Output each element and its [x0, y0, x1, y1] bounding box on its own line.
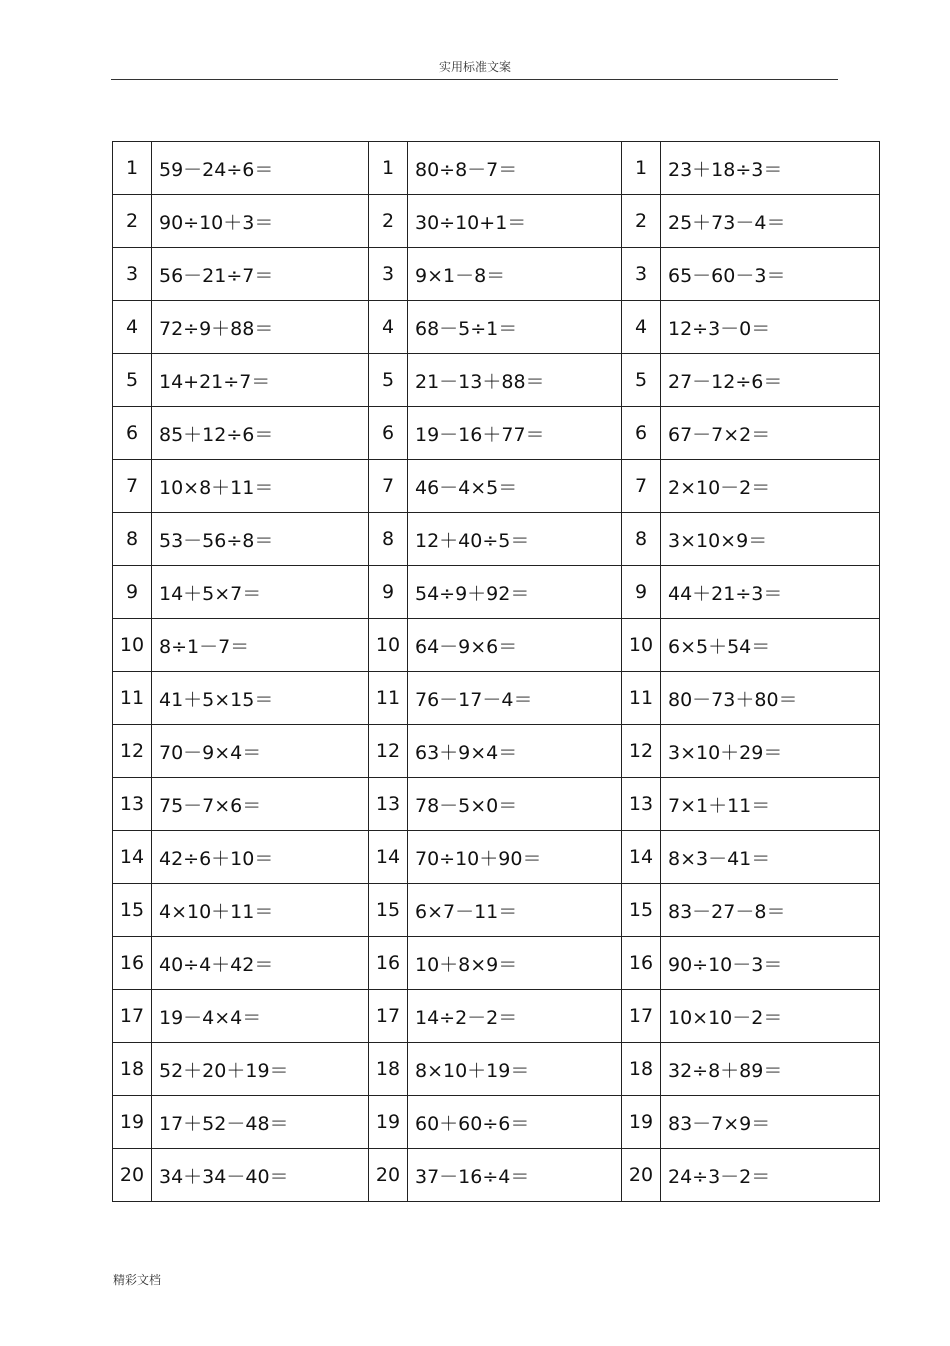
problem-expression: 12÷3－0＝ [661, 301, 880, 354]
problem-expression: 76－17－4＝ [408, 672, 622, 725]
problem-number: 3 [113, 248, 152, 301]
problem-number: 13 [622, 778, 661, 831]
table-row [113, 354, 880, 407]
problem-expression: 80－73＋80＝ [661, 672, 880, 725]
problem-number: 16 [622, 937, 661, 990]
problem-expression: 64－9×6＝ [408, 619, 622, 672]
table-row [113, 301, 880, 354]
table-row [113, 937, 880, 990]
problem-number: 18 [622, 1043, 661, 1096]
problem-expression: 7×1＋11＝ [661, 778, 880, 831]
problem-number: 19 [369, 1096, 408, 1149]
problem-number: 14 [622, 831, 661, 884]
problem-expression: 68－5÷1＝ [408, 301, 622, 354]
problem-expression: 8×10＋19＝ [408, 1043, 622, 1096]
problem-expression: 83－7×9＝ [661, 1096, 880, 1149]
problem-number: 14 [113, 831, 152, 884]
problem-rows [113, 142, 880, 1202]
problem-expression: 70÷10＋90＝ [408, 831, 622, 884]
table-row [113, 1043, 880, 1096]
table-row [113, 1096, 880, 1149]
problem-expression: 60＋60÷6＝ [408, 1096, 622, 1149]
problem-expression: 72÷9＋88＝ [152, 301, 369, 354]
problem-number: 20 [622, 1149, 661, 1202]
problem-number: 10 [622, 619, 661, 672]
problem-number: 4 [113, 301, 152, 354]
problem-number: 11 [113, 672, 152, 725]
problem-expression: 3×10＋29＝ [661, 725, 880, 778]
problem-expression: 46－4×5＝ [408, 460, 622, 513]
table-row [113, 513, 880, 566]
problem-number: 3 [369, 248, 408, 301]
problem-expression: 54÷9＋92＝ [408, 566, 622, 619]
problem-number: 17 [113, 990, 152, 1043]
problem-number: 2 [369, 195, 408, 248]
problem-expression: 78－5×0＝ [408, 778, 622, 831]
problem-expression: 67－7×2＝ [661, 407, 880, 460]
problem-number: 13 [369, 778, 408, 831]
problem-number: 15 [622, 884, 661, 937]
problem-number: 16 [369, 937, 408, 990]
problem-expression: 8×3－41＝ [661, 831, 880, 884]
problem-number: 11 [369, 672, 408, 725]
problem-expression: 21－13＋88＝ [408, 354, 622, 407]
problem-number: 6 [622, 407, 661, 460]
problem-expression: 27－12÷6＝ [661, 354, 880, 407]
problem-number: 16 [113, 937, 152, 990]
problem-number: 7 [113, 460, 152, 513]
table-row [113, 725, 880, 778]
problem-number: 11 [622, 672, 661, 725]
problem-expression: 34＋34－40＝ [152, 1149, 369, 1202]
problem-number: 7 [369, 460, 408, 513]
problem-number: 20 [113, 1149, 152, 1202]
problem-expression: 25＋73－4＝ [661, 195, 880, 248]
problem-number: 19 [622, 1096, 661, 1149]
table-row [113, 619, 880, 672]
problem-expression: 52＋20＋19＝ [152, 1043, 369, 1096]
problem-expression: 10＋8×9＝ [408, 937, 622, 990]
page-header: 实用标准文案 [438, 60, 511, 74]
problem-expression: 65－60－3＝ [661, 248, 880, 301]
problem-expression: 53－56÷8＝ [152, 513, 369, 566]
problem-expression: 6×7－11＝ [408, 884, 622, 937]
problem-expression: 14＋5×7＝ [152, 566, 369, 619]
problem-expression: 90÷10－3＝ [661, 937, 880, 990]
problem-number: 3 [622, 248, 661, 301]
table-row [113, 884, 880, 937]
problem-expression: 85＋12÷6＝ [152, 407, 369, 460]
table-row [113, 407, 880, 460]
problem-expression: 32÷8＋89＝ [661, 1043, 880, 1096]
problem-expression: 14÷2－2＝ [408, 990, 622, 1043]
problem-number: 8 [622, 513, 661, 566]
problem-number: 9 [622, 566, 661, 619]
problem-expression: 8÷1－7＝ [152, 619, 369, 672]
problem-number: 12 [622, 725, 661, 778]
problem-number: 12 [113, 725, 152, 778]
problem-number: 6 [369, 407, 408, 460]
problem-expression: 37－16÷4＝ [408, 1149, 622, 1202]
problem-expression: 10×10－2＝ [661, 990, 880, 1043]
problem-number: 17 [369, 990, 408, 1043]
problem-expression: 6×5＋54＝ [661, 619, 880, 672]
problem-number: 12 [369, 725, 408, 778]
problem-expression: 10×8＋11＝ [152, 460, 369, 513]
problem-number: 7 [622, 460, 661, 513]
problem-number: 5 [369, 354, 408, 407]
problem-number: 5 [113, 354, 152, 407]
problem-number: 19 [113, 1096, 152, 1149]
problem-number: 20 [369, 1149, 408, 1202]
problem-expression: 83－27－8＝ [661, 884, 880, 937]
problem-number: 14 [369, 831, 408, 884]
problem-number: 18 [369, 1043, 408, 1096]
problem-expression: 90÷10＋3＝ [152, 195, 369, 248]
problem-number: 10 [113, 619, 152, 672]
problem-number: 4 [622, 301, 661, 354]
problem-expression: 17＋52－48＝ [152, 1096, 369, 1149]
problem-number: 5 [622, 354, 661, 407]
table-row [113, 460, 880, 513]
problem-number: 2 [622, 195, 661, 248]
problem-expression: 14+21÷7＝ [152, 354, 369, 407]
problem-expression: 4×10＋11＝ [152, 884, 369, 937]
problem-expression: 75－7×6＝ [152, 778, 369, 831]
table-row [113, 1149, 880, 1202]
table-row [113, 778, 880, 831]
problem-expression: 63＋9×4＝ [408, 725, 622, 778]
problem-number: 4 [369, 301, 408, 354]
page-footer: 精彩文档 [113, 1273, 162, 1287]
problem-expression: 44＋21÷3＝ [661, 566, 880, 619]
problem-expression: 19－16＋77＝ [408, 407, 622, 460]
table-row [113, 831, 880, 884]
problem-expression: 56－21÷7＝ [152, 248, 369, 301]
problem-expression: 70－9×4＝ [152, 725, 369, 778]
table-row [113, 990, 880, 1043]
problem-expression: 42÷6＋10＝ [152, 831, 369, 884]
problem-expression: 12＋40÷5＝ [408, 513, 622, 566]
problem-number: 15 [113, 884, 152, 937]
problem-expression: 2×10－2＝ [661, 460, 880, 513]
header-rule [111, 79, 838, 80]
problem-number: 15 [369, 884, 408, 937]
problem-number: 1 [369, 142, 408, 195]
problem-number: 8 [113, 513, 152, 566]
problem-number: 18 [113, 1043, 152, 1096]
problem-number: 17 [622, 990, 661, 1043]
problem-expression: 80÷8－7＝ [408, 142, 622, 195]
problem-number: 13 [113, 778, 152, 831]
table-row [113, 248, 880, 301]
problem-expression: 3×10×9＝ [661, 513, 880, 566]
problem-number: 8 [369, 513, 408, 566]
problem-number: 1 [622, 142, 661, 195]
table-row [113, 195, 880, 248]
problem-number: 1 [113, 142, 152, 195]
problem-expression: 59－24÷6＝ [152, 142, 369, 195]
table-row [113, 566, 880, 619]
problem-table [112, 141, 880, 1202]
problem-number: 2 [113, 195, 152, 248]
problem-number: 6 [113, 407, 152, 460]
problem-expression: 30÷10+1＝ [408, 195, 622, 248]
problem-expression: 41＋5×15＝ [152, 672, 369, 725]
problem-expression: 19－4×4＝ [152, 990, 369, 1043]
table-row [113, 672, 880, 725]
problem-number: 9 [113, 566, 152, 619]
problem-expression: 9×1－8＝ [408, 248, 622, 301]
problem-expression: 23＋18÷3＝ [661, 142, 880, 195]
problem-expression: 24÷3－2＝ [661, 1149, 880, 1202]
problem-number: 10 [369, 619, 408, 672]
table-row [113, 142, 880, 195]
problem-expression: 40÷4＋42＝ [152, 937, 369, 990]
problem-number: 9 [369, 566, 408, 619]
